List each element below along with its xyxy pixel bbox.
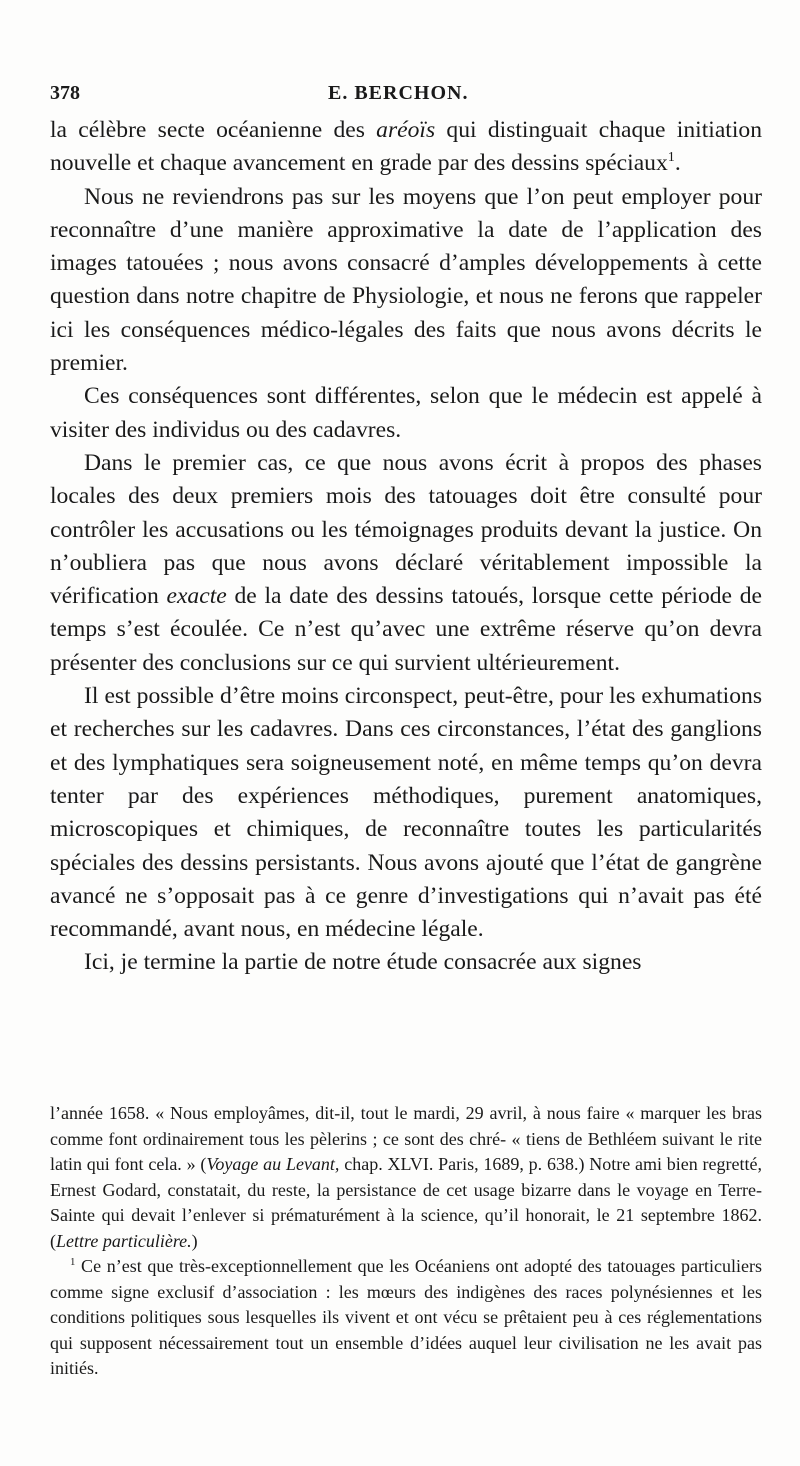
main-text: [50, 114, 762, 980]
paragraph-6: Ici, je termine la partie de notre étude consacrée aux signes: [84, 949, 642, 976]
footnote-1: $^1$ Ce n’est que très-exceptionnellement que les Océaniens ont adopté des tatouages particuliers comme signe exclusif d’association : les mœurs des indigènes des races polynésiennes et les conditions politiques sous lesquelles ils vivent et ont vécu se prêtaient peu à ces réglementations qui supposent nécessairement tout un ensemble d’idées auquel leur civilisation ne les avait pas initiés.: [50, 1256, 762, 1378]
paragraph-5: Il est possible d’être moins circonspect, peut-être, pour les exhumations et recherches sur les cadavres. Dans ces circonstances, l’état des ganglions et des lymphatiques sera soigneusement noté, en même temps qu’on devra tenter par des expériences méthodiques, purement anatomiques, microscopiques et chimiques, de reconnaître toutes les particularités spéciales des dessins persistants. Nous avons ajouté que l’état de gangrène avancé ne s’opposait pas à ce genre d’investigations qui n’avait pas été recommandé, avant nous, en médecine légale.: [50, 683, 762, 943]
paragraph-3: Ces conséquences sont différentes, selon que le médecin est appelé à visiter des individus ou des cadavres.: [50, 383, 762, 443]
footnote-1-marker: 1: [70, 1256, 76, 1268]
page-header: [50, 82, 762, 108]
italic-title-voyage: Voyage au Levant,: [206, 1154, 340, 1174]
paragraph-4: Dans le premier cas, ce que nous avons écrit à propos des phases locales des deux premiers mois des tatouages doit être consulté pour contrôler les accusations ou les témoignages produits devant la justice. On n’oubliera pas que nous avons déclaré véritablement impossible la vérification exacte de la date des dessins tatoués, lorsque cette période de temps s’est écoulée. Ce n’est qu’avec une extrême réserve qu’on devra présenter des conclusions sur ce qui survient ultérieurement.: [50, 449, 763, 676]
paragraph-1: la célèbre secte océanienne des aréoïs qui distinguait chaque initiation nouvelle et chaque avancement en grade par des dessins spéciaux$^1$.: [50, 117, 762, 177]
page-number: 378: [50, 82, 80, 104]
italic-term-exacte: exacte: [166, 583, 227, 610]
running-head: E. BERCHON.: [328, 82, 469, 104]
paragraph-2: Nous ne reviendrons pas sur les moyens que l’on peut employer pour reconnaître d’une manière approximative la date de l’application des images tatouées ; nous avons consacré d’amples développements à cette question dans notre chapitre de Physiologie, et nous ne ferons que rappeler ici les conséquences médico-légales des faits que nous avons décrits le premier.: [50, 183, 762, 377]
footnote-marker: 1: [667, 149, 675, 166]
footnotes: [50, 1101, 762, 1382]
footnote-continuation: l’année 1658. « Nous employâmes, dit-il, tout le mardi, 29 avril, à nous faire « marquer les bras comme font ordinairement tous les pèlerins ; ce sont des chré- « tiens de Bethléem suivant le rite latin qui font cela. » (Voyage au Levant, chap. XLVI. Paris, 1689, p. 638.) Notre ami bien regretté, Ernest Godard, constatait, du reste, la persistance de cet usage bizarre dans le voyage en Terre-Sainte qui devait l’enlever si prématurément à la science, qu’il honorait, le 21 septembre 1862. (Lettre particulière.): [50, 1103, 763, 1251]
italic-title-lettre: Lettre particulière.: [56, 1230, 192, 1251]
italic-term-areois: aréoïs: [376, 117, 436, 143]
